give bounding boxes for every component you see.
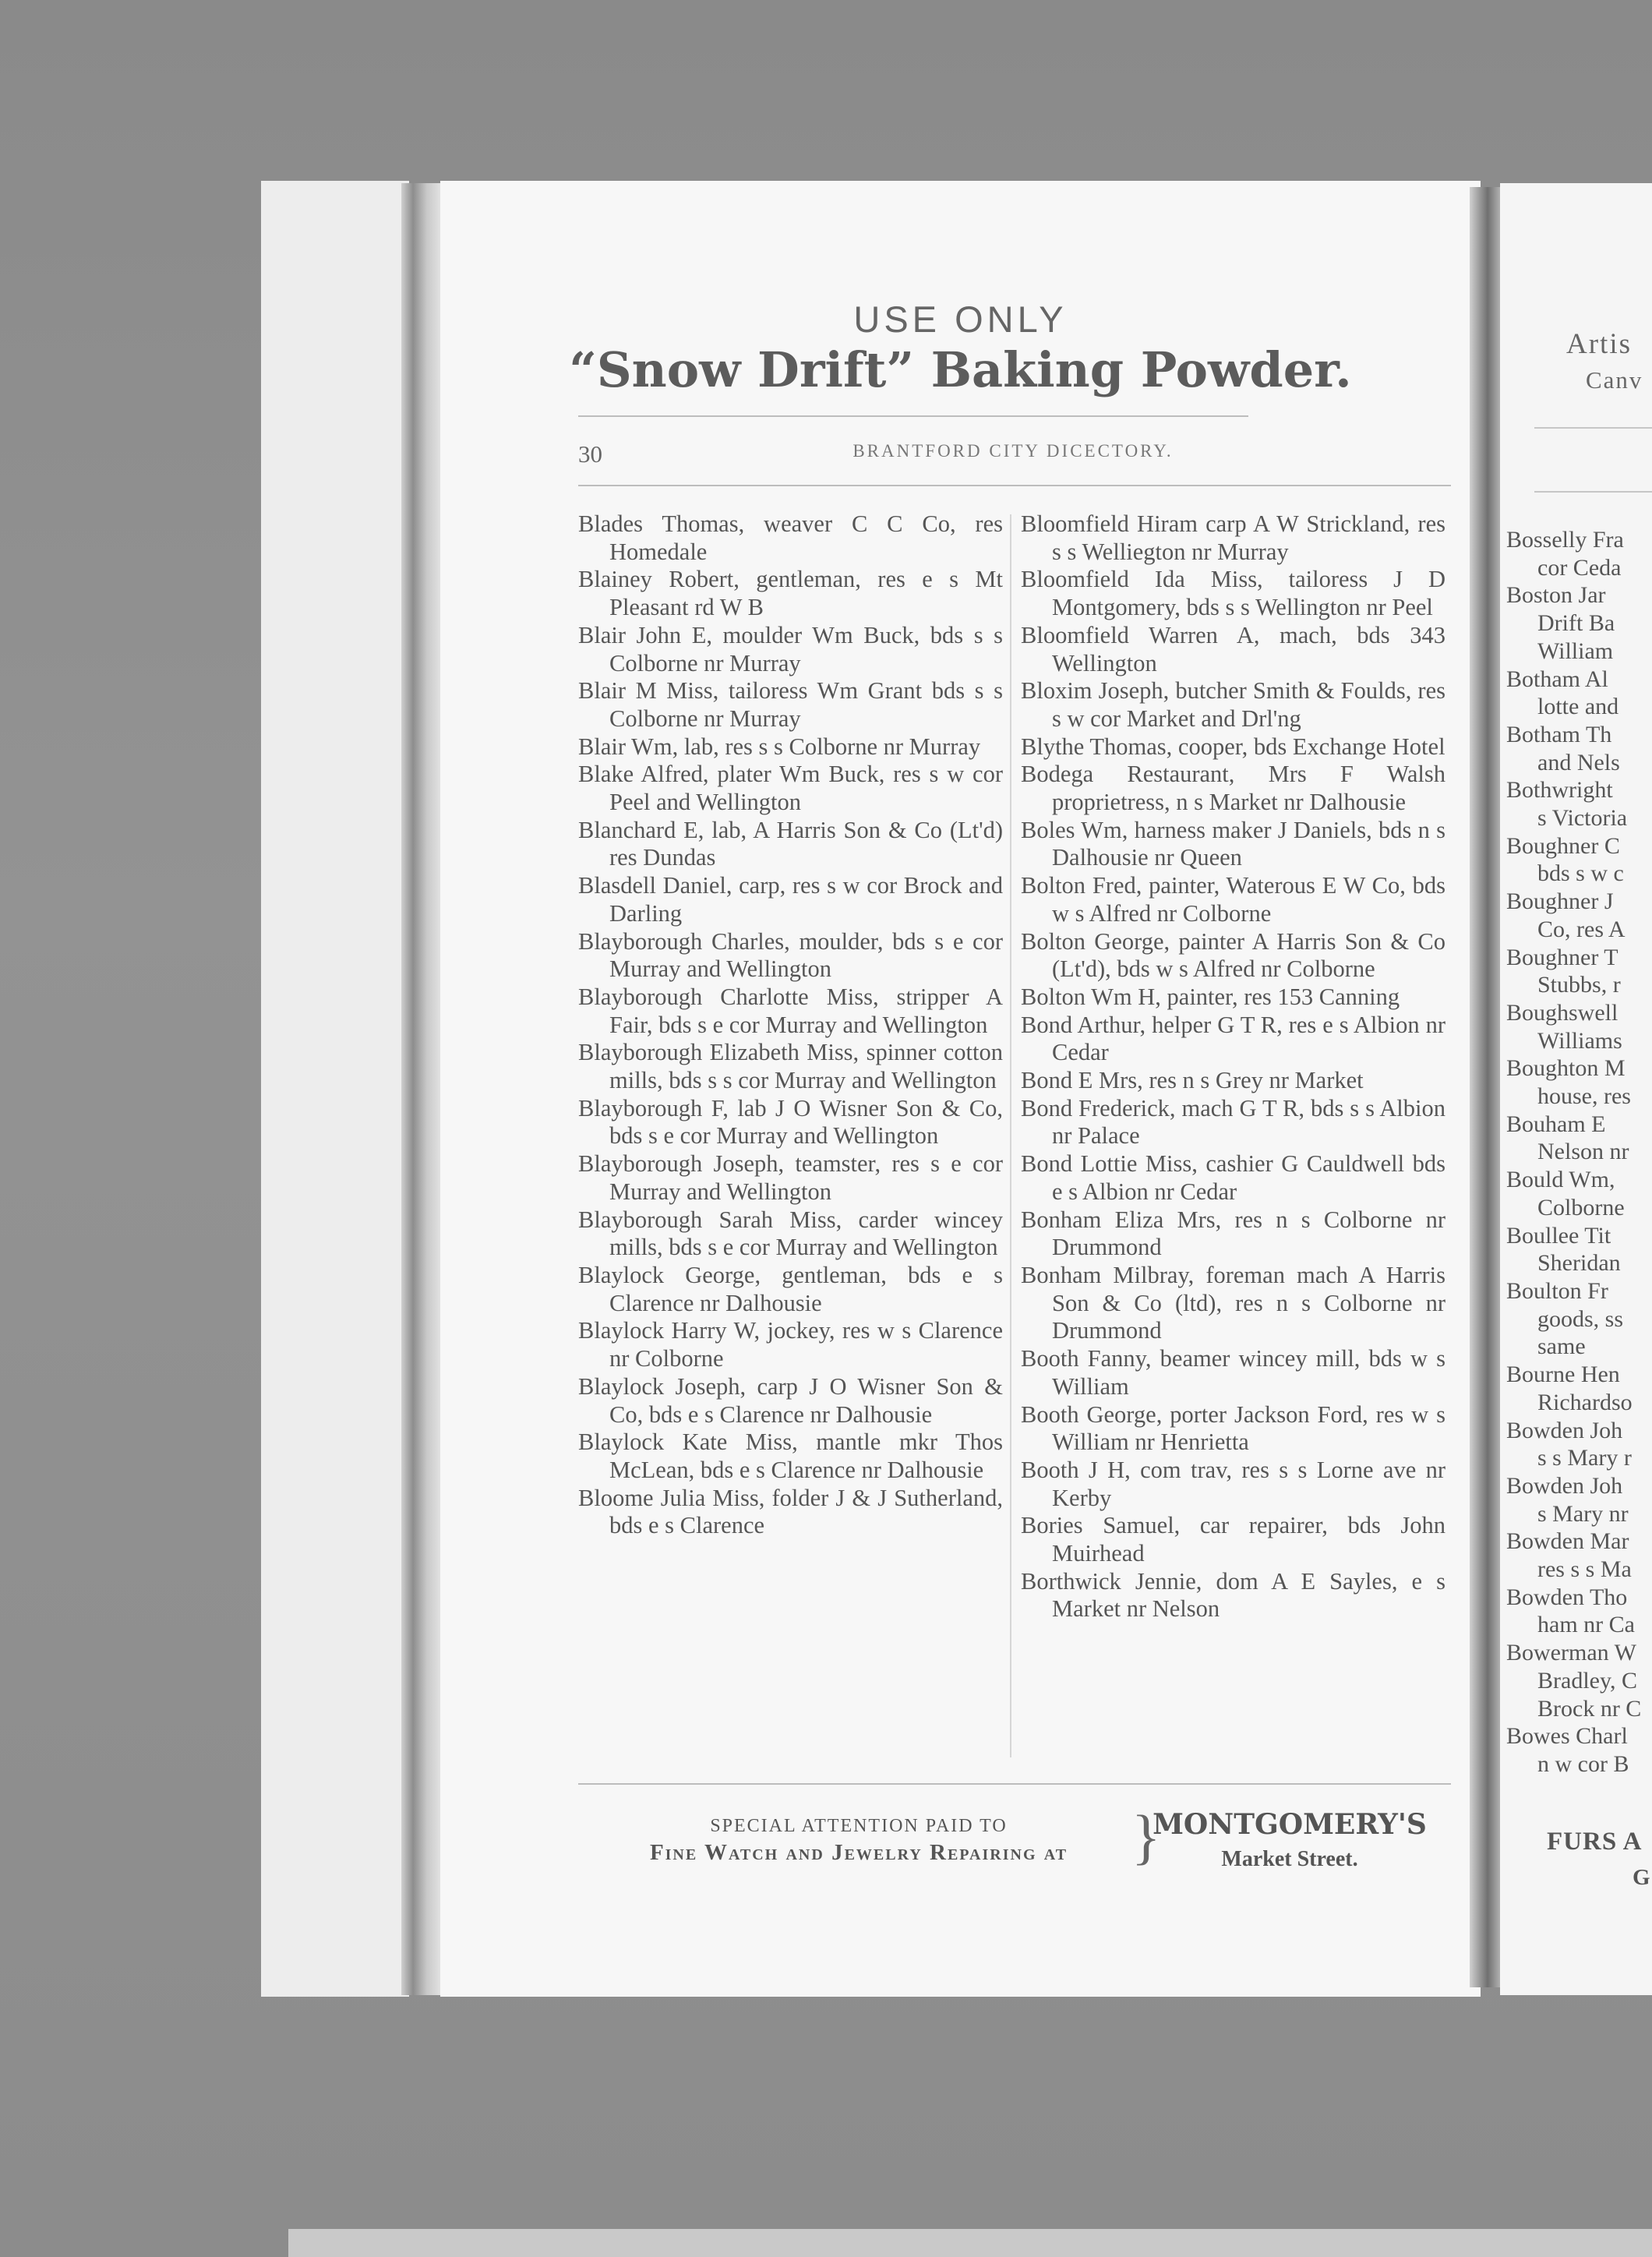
directory-entry: Bories Samuel, car repairer, bds John Muirhead — [1021, 1512, 1446, 1567]
facing-page-footer2: G — [1633, 1865, 1650, 1890]
facing-page-entry: house, res — [1537, 1083, 1631, 1110]
left-column — [578, 510, 1003, 1540]
left-page-edge — [261, 181, 409, 1997]
directory-entry: Bolton Wm H, painter, res 153 Canning — [1021, 983, 1400, 1010]
header-rule — [578, 485, 1451, 486]
facing-page-entry: Williams — [1537, 1027, 1622, 1054]
facing-page-entry: s s Mary r — [1537, 1445, 1632, 1471]
facing-page-entry: Boughner C — [1506, 832, 1620, 859]
facing-page-entry: Bowden Tho — [1506, 1584, 1628, 1610]
facing-page — [1500, 183, 1652, 1995]
facing-page-entry: Bradley, C — [1537, 1667, 1638, 1694]
facing-page-entry: Boughner T — [1506, 944, 1618, 970]
page-number: 30 — [578, 440, 602, 468]
top-ad-headline: “Snow Drift” Baking Powder. — [569, 341, 1352, 398]
facing-page-entry: William — [1537, 638, 1614, 664]
bottom-ad-right — [1149, 1808, 1430, 1872]
facing-page-entry: ham nr Ca — [1537, 1612, 1635, 1638]
facing-page-entry: Botham Al — [1506, 666, 1608, 692]
directory-entry: Bloxim Joseph, butcher Smith & Foulds, res s w cor Market and Drl'ng — [1021, 677, 1446, 732]
facing-page-column — [1506, 526, 1652, 1778]
facing-page-entry: Botham Th — [1506, 721, 1612, 747]
directory-entry: Bonham Milbray, foreman mach A Harris Son & Co (ltd), res n s Colborne nr Drummond — [1021, 1261, 1446, 1344]
facing-page-entry: Boughton M — [1506, 1055, 1626, 1082]
facing-page-entry: Drift Ba — [1537, 610, 1615, 637]
facing-page-entry: Boughswell — [1506, 999, 1618, 1026]
facing-page-entry: Boullee Tit — [1506, 1222, 1611, 1249]
directory-entry: Booth J H, com trav, res s s Lorne ave nr Kerby — [1021, 1456, 1446, 1511]
directory-entry: Blythe Thomas, cooper, bds Exchange Hotel — [1021, 733, 1446, 760]
facing-page-entry: Bowden Joh — [1506, 1472, 1623, 1499]
right-column — [1021, 510, 1446, 1623]
facing-page-entry: Co, res A — [1537, 916, 1626, 942]
directory-entry: Blasdell Daniel, carp, res s w cor Brock and Darling — [578, 872, 1003, 927]
facing-page-rule2 — [1534, 491, 1652, 493]
footer-rule — [578, 1783, 1451, 1785]
directory-entry: Blayborough Joseph, teamster, res s e cor Murray and Wellington — [578, 1150, 1003, 1205]
directory-entry: Bloomfield Warren A, mach, bds 343 Wellington — [1021, 621, 1446, 676]
facing-page-header2: Canv — [1586, 366, 1643, 394]
directory-entry: Blaylock Joseph, carp J O Wisner Son & Co, bds e s Clarence nr Dalhousie — [578, 1372, 1003, 1428]
directory-entry: Blayborough F, lab J O Wisner Son & Co, bds s e cor Murray and Wellington — [578, 1094, 1003, 1150]
facing-page-entry: Bouham E — [1506, 1111, 1606, 1137]
facing-page-entry: Richardso — [1537, 1389, 1633, 1415]
bottom-ad-left — [578, 1816, 1139, 1866]
facing-page-entry: Bould Wm, — [1506, 1167, 1615, 1193]
directory-entry: Blaylock Harry W, jockey, res w s Clarence nr Colborne — [578, 1317, 1003, 1372]
directory-entry: Blaylock George, gentleman, bds e s Clarence nr Dalhousie — [578, 1261, 1003, 1316]
directory-entry: Bodega Restaurant, Mrs F Walsh proprietress, n s Market nr Dalhousie — [1021, 761, 1446, 816]
facing-page-entry: same — [1537, 1333, 1586, 1360]
bottom-ad-street: Market Street. — [1221, 1847, 1358, 1871]
directory-entry: Blayborough Sarah Miss, carder wincey mills, bds s e cor Murray and Wellington — [578, 1206, 1003, 1261]
facing-page-entry: Stubbs, r — [1537, 972, 1621, 998]
facing-page-entry: Bowes Charl — [1506, 1723, 1628, 1750]
directory-entry: Bolton Fred, painter, Waterous E W Co, bds w s Alfred nr Colborne — [1021, 872, 1446, 927]
facing-page-entry: goods, ss — [1537, 1305, 1624, 1332]
directory-entry: Blayborough Charlotte Miss, stripper A Fair, bds s e cor Murray and Wellington — [578, 983, 1003, 1038]
directory-entry: Bloomfield Hiram carp A W Strickland, res s s Welliegton nr Murray — [1021, 510, 1446, 565]
running-title: BRANTFORD CITY DICECTORY. — [852, 441, 1174, 461]
facing-page-entry: Boughner J — [1506, 888, 1614, 915]
facing-page-entry: s Mary nr — [1537, 1500, 1629, 1527]
facing-page-entry: Bowden Joh — [1506, 1417, 1623, 1443]
facing-page-entry: Bourne Hen — [1506, 1362, 1620, 1388]
directory-entry: Blanchard E, lab, A Harris Son & Co (Lt'd) res Dundas — [578, 816, 1003, 871]
facing-page-rule1 — [1534, 427, 1652, 429]
top-ad-rule — [578, 415, 1248, 417]
directory-entry: Blair M Miss, tailoress Wm Grant bds s s Colborne nr Murray — [578, 677, 1003, 732]
facing-page-entry: Colborne — [1537, 1194, 1625, 1220]
facing-page-entry: bds s w c — [1537, 860, 1624, 887]
directory-entry: Bond Lottie Miss, cashier G Cauldwell bds e s Albion nr Cedar — [1021, 1150, 1446, 1205]
directory-entry: Blainey Robert, gentleman, res e s Mt Pleasant rd W B — [578, 566, 1003, 621]
lower-page-edge — [288, 2229, 1652, 2257]
facing-page-entry: and Nels — [1537, 749, 1620, 775]
directory-entry: Blayborough Charles, moulder, bds s e cor Murray and Wellington — [578, 927, 1003, 983]
directory-entry: Booth Fanny, beamer wincey mill, bds w s William — [1021, 1345, 1446, 1400]
facing-page-entry: Bowerman W — [1506, 1640, 1636, 1666]
directory-entry: Blake Alfred, plater Wm Buck, res s w cor Peel and Wellington — [578, 761, 1003, 816]
column-divider — [1010, 514, 1011, 1757]
bottom-ad-line2: Fine Watch and Jewelry Repairing at — [649, 1840, 1068, 1865]
facing-page-footer1: FURS A — [1547, 1828, 1643, 1856]
directory-entry: Bond Frederick, mach G T R, bds s s Albion nr Palace — [1021, 1094, 1446, 1150]
facing-page-entry: lotte and — [1537, 694, 1619, 720]
directory-entry: Blair John E, moulder Wm Buck, bds s s Colborne nr Murray — [578, 621, 1003, 676]
bottom-ad-line1: SPECIAL ATTENTION PAID TO — [710, 1816, 1008, 1836]
directory-entry: Blayborough Elizabeth Miss, spinner cotton mills, bds s s cor Murray and Wellington — [578, 1039, 1003, 1094]
directory-entry: Bolton George, painter A Harris Son & Co (Lt'd), bds w s Alfred nr Colborne — [1021, 927, 1446, 983]
directory-entry: Bloome Julia Miss, folder J & J Sutherland, bds e s Clarence — [578, 1484, 1003, 1539]
directory-entry: Bond Arthur, helper G T R, res e s Albion nr Cedar — [1021, 1011, 1446, 1066]
page-gutter — [1470, 187, 1502, 1987]
top-ad-line1: USE ONLY — [853, 298, 1068, 340]
directory-entry: Bond E Mrs, res n s Grey nr Market — [1021, 1067, 1364, 1094]
facing-page-entry: Bothwright — [1506, 777, 1613, 804]
directory-entry: Boles Wm, harness maker J Daniels, bds n s Dalhousie nr Queen — [1021, 816, 1446, 871]
directory-entry: Blaylock Kate Miss, mantle mkr Thos McLean, bds e s Clarence nr Dalhousie — [578, 1429, 1003, 1483]
bottom-ad-brace: } — [1131, 1803, 1161, 1870]
facing-page-entry: Sheridan — [1537, 1250, 1621, 1277]
facing-page-entry: cor Ceda — [1537, 554, 1622, 581]
directory-entry: Bonham Eliza Mrs, res n s Colborne nr Drummond — [1021, 1206, 1446, 1261]
facing-page-entry: Bosselly Fra — [1506, 527, 1624, 553]
facing-page-entry: Boulton Fr — [1506, 1277, 1608, 1304]
facing-page-entry: res s s Ma — [1537, 1556, 1632, 1583]
directory-entry: Blair Wm, lab, res s s Colborne nr Murray — [578, 733, 981, 760]
bottom-ad-store: MONTGOMERY'S — [1153, 1808, 1427, 1841]
facing-page-entry: n w cor B — [1537, 1750, 1629, 1777]
directory-entry: Borthwick Jennie, dom A E Sayles, e s Market nr Nelson — [1021, 1567, 1446, 1623]
facing-page-header1: Artis — [1566, 328, 1632, 360]
facing-page-entry: Brock nr C — [1537, 1695, 1642, 1722]
directory-entry: Blades Thomas, weaver C C Co, res Homedale — [578, 510, 1003, 565]
facing-page-entry: s Victoria — [1537, 805, 1628, 832]
facing-page-entry: Bowden Mar — [1506, 1528, 1629, 1555]
directory-entry: Bloomfield Ida Miss, tailoress J D Montgomery, bds s s Wellington nr Peel — [1021, 566, 1446, 621]
facing-page-entry: Nelson nr — [1537, 1139, 1629, 1165]
directory-entry: Booth George, porter Jackson Ford, res w s William nr Henrietta — [1021, 1400, 1446, 1456]
facing-page-entry: Boston Jar — [1506, 582, 1606, 609]
